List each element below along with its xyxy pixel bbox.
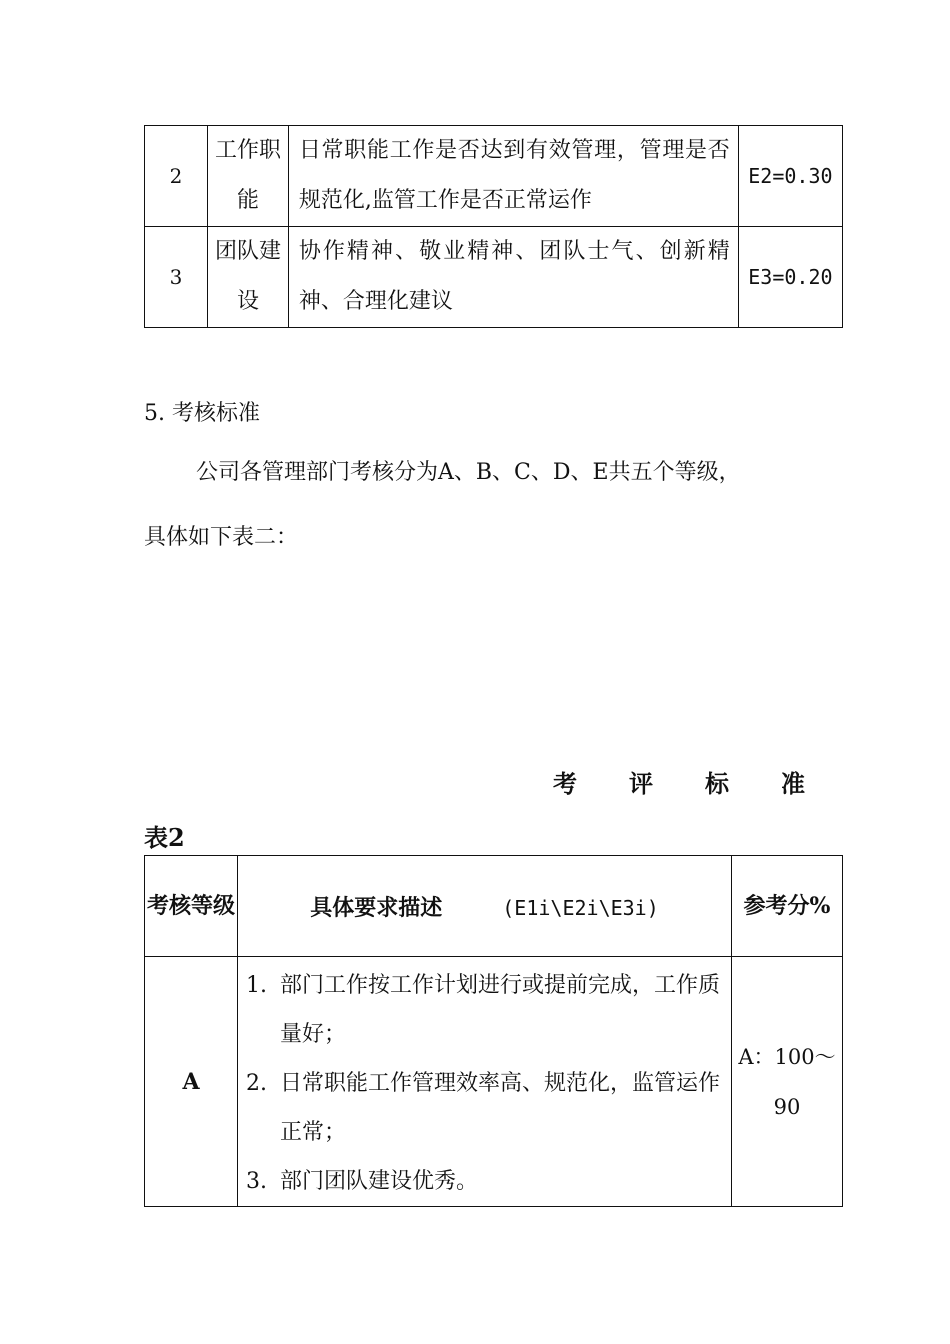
header-score: 参考分%: [732, 856, 843, 957]
grade-cell: A: [145, 957, 238, 1207]
paragraph: 具体如下表二：: [144, 525, 299, 550]
score-cell: A：100～90: [732, 957, 843, 1207]
table-row: [145, 126, 843, 227]
weight-table: [144, 125, 843, 328]
title-char: 评: [629, 769, 653, 798]
table-title: [553, 764, 805, 799]
list-item: [246, 1157, 721, 1206]
header-grade: 考核等级: [145, 856, 238, 957]
header-desc-label: 具体要求描述: [310, 894, 443, 921]
title-char: 准: [781, 769, 805, 798]
header-description: [238, 856, 732, 957]
list-text: 日常职能工作管理效率高、规范化，监管运作正常；: [280, 1071, 721, 1145]
row-weight: E3=0.20: [738, 227, 842, 328]
list-item: [246, 1059, 721, 1157]
list-text: 部门团队建设优秀。: [280, 1169, 479, 1194]
row-item: 团队建设: [208, 227, 289, 328]
table-row: [145, 227, 843, 328]
table-header-row: [145, 856, 843, 957]
header-desc-code: (E1i\E2i\E3i): [502, 895, 659, 920]
list-number: 3.: [246, 1169, 267, 1194]
list-number: 2.: [246, 1071, 267, 1096]
list-number: 1.: [246, 973, 267, 998]
grade-table: [144, 855, 843, 1207]
title-char: 考: [553, 769, 577, 798]
section-heading: 5. 考核标准: [144, 401, 260, 426]
row-item: 工作职能: [208, 126, 289, 227]
list-text: 部门工作按工作计划进行或提前完成，工作质量好；: [280, 973, 721, 1047]
description-cell: [238, 957, 732, 1207]
row-description: 日常职能工作是否达到有效管理，管理是否规范化,监管工作是否正常运作: [288, 126, 738, 227]
title-char: 标: [705, 769, 729, 798]
table-row: [145, 957, 843, 1207]
row-weight: E2=0.30: [738, 126, 842, 227]
row-number: 3: [145, 227, 208, 328]
row-description: 协作精神、敬业精神、团队士气、创新精神、合理化建议: [288, 227, 738, 328]
paragraph: 公司各管理部门考核分为A、B、C、D、E共五个等级，: [196, 460, 741, 485]
list-item: [246, 961, 721, 1059]
table-label: 表2: [144, 823, 185, 852]
row-number: 2: [145, 126, 208, 227]
